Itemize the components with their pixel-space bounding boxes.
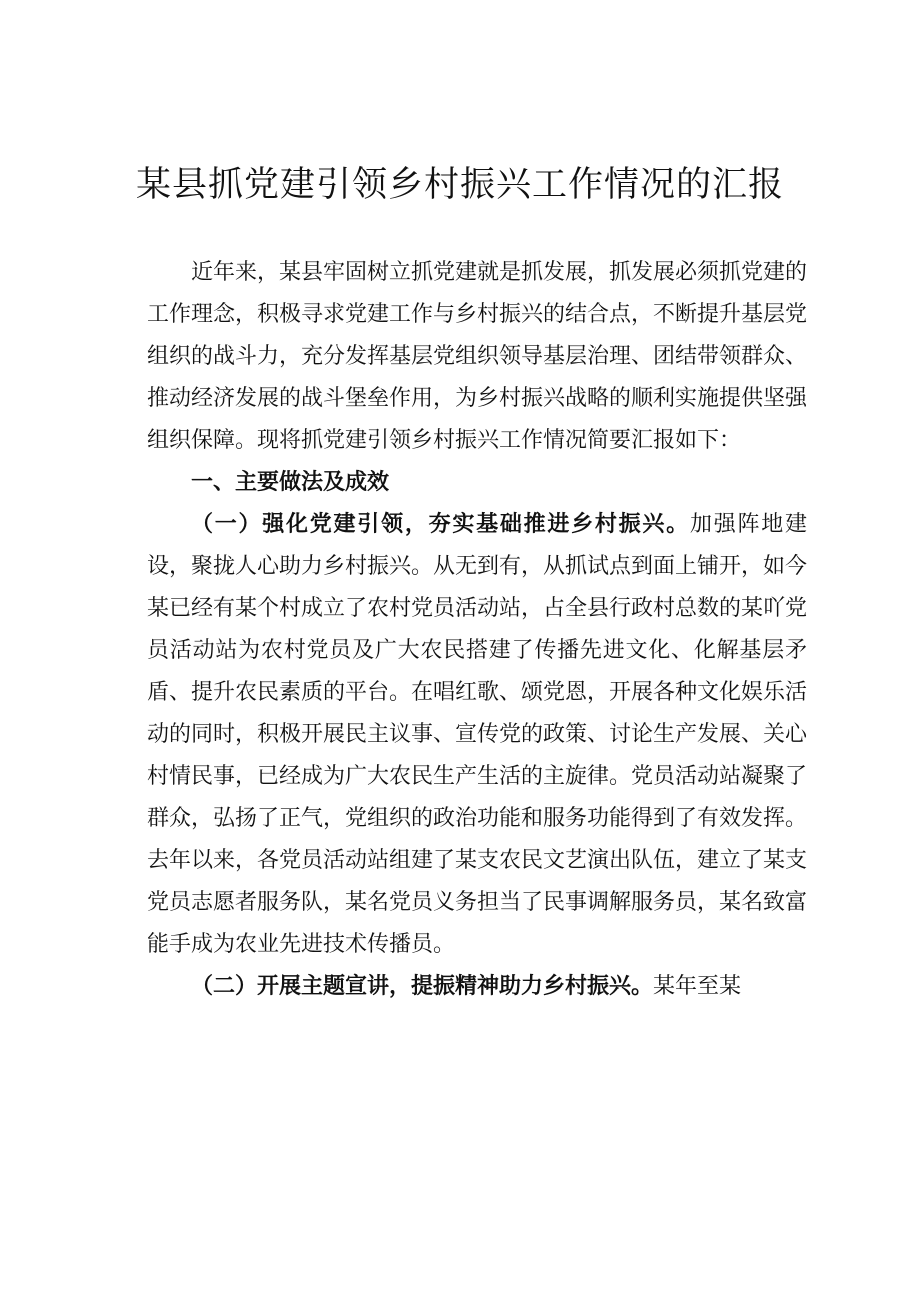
subsection-1-body: 加强阵地建设，聚拢人心助力乡村振兴。从无到有，从抓试点到面上铺开，如今某已经有某个村成立了农村党员活动站，占全县行政村总数的某吖党员活动站为农村党员及广大农民搭建了传播先进文化、化解基层矛盾、提升农民素质的平台。在唱红歌、颂党恩，开展各种文化娱乐活动的同时，积极开展民主议事、宣传党的政策、讨论生产发展、关心村情民事，已经成为广大农民生产生活的主旋律。党员活动站凝聚了群众，弘扬了正气，党组织的政治功能和服务功能得到了有效发挥。去年以来，各党员活动站组建了某支农民文艺演出队伍，建立了某支党员志愿者服务队，某名党员义务担当了民事调解服务员，某名致富能手成为农业先进技术传播员。 xyxy=(147,512,808,957)
intro-paragraph: 近年来，某县牢固树立抓党建就是抓发展，抓发展必须抓党建的工作理念，积极寻求党建工作与乡村振兴的结合点，不断提升基层党组织的战斗力，充分发挥基层党组织领导基层治理、团结带领群众、推动经济发展的战斗堡垒作用，为乡村振兴战略的顺利实施提供坚强组织保障。现将抓党建引领乡村振兴工作情况简要汇报如下： xyxy=(147,260,808,453)
document-title: 某县抓党建引领乡村振兴工作情况的汇报 xyxy=(135,165,784,205)
subsection-1-lead: （一）强化党建引领，夯实基础推进乡村振兴。 xyxy=(191,512,690,537)
document-body xyxy=(147,252,807,1008)
subsection-2-paragraph xyxy=(147,966,807,1008)
subsection-1-paragraph xyxy=(147,504,807,966)
subsection-2-lead: （二）开展主题宣讲，提振精神助力乡村振兴。 xyxy=(191,974,654,999)
section-heading-main-practices: 一、主要做法及成效 xyxy=(191,470,390,495)
subsection-2-body: 某年至某 xyxy=(653,974,742,999)
